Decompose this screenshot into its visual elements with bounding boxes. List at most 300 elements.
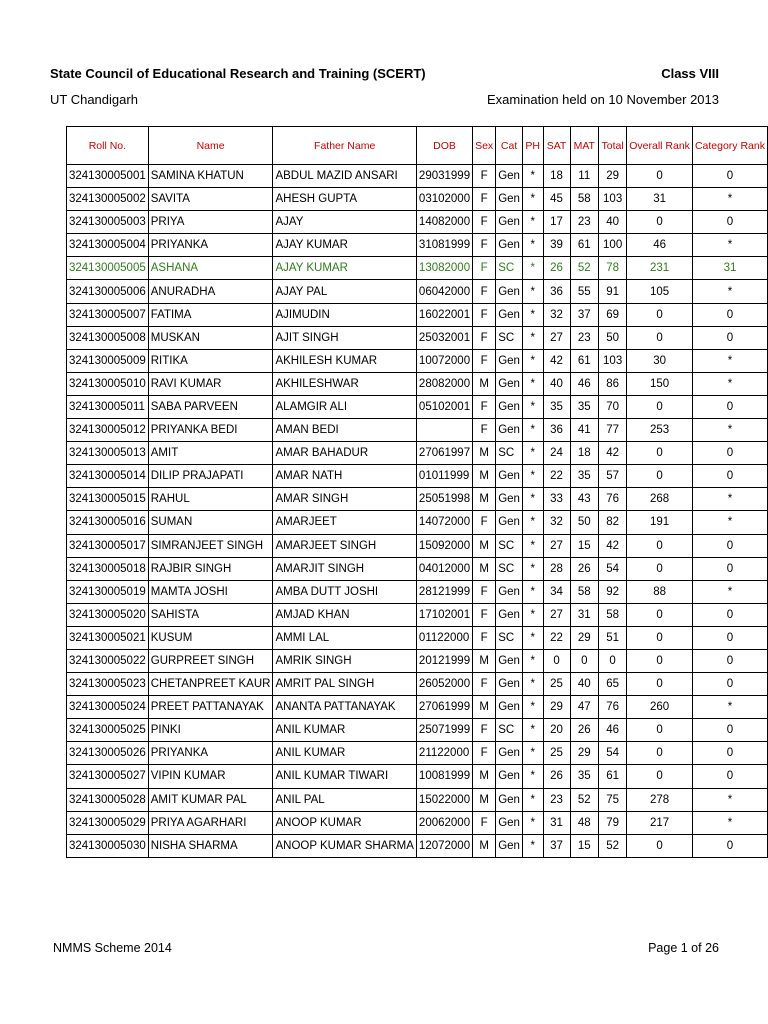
cell-overall-rank: 268 bbox=[627, 488, 693, 511]
cell-dob: 28121999 bbox=[416, 580, 472, 603]
cell-father-name: ANIL KUMAR bbox=[273, 719, 416, 742]
cell-father-name: ANANTA PATTANAYAK bbox=[273, 696, 416, 719]
cell-dob: 05102001 bbox=[416, 395, 472, 418]
cell-total: 52 bbox=[599, 834, 627, 857]
cell-total: 51 bbox=[599, 626, 627, 649]
column-header-ph: PH bbox=[522, 127, 543, 165]
cell-roll-no: 324130005019 bbox=[67, 580, 149, 603]
cell-total: 77 bbox=[599, 419, 627, 442]
cell-cat: Gen bbox=[496, 811, 523, 834]
cell-category-rank: 0 bbox=[692, 719, 767, 742]
cell-category-rank: 0 bbox=[692, 626, 767, 649]
cell-sat: 28 bbox=[543, 557, 570, 580]
cell-roll-no: 324130005030 bbox=[67, 834, 149, 857]
cell-roll-no: 324130005009 bbox=[67, 349, 149, 372]
cell-sex: F bbox=[473, 603, 496, 626]
table-row bbox=[67, 280, 768, 303]
table-row bbox=[67, 765, 768, 788]
cell-cat: Gen bbox=[496, 649, 523, 672]
cell-overall-rank: 88 bbox=[627, 580, 693, 603]
cell-cat: SC bbox=[496, 442, 523, 465]
cell-cat: Gen bbox=[496, 465, 523, 488]
document-title: State Council of Educational Research and Training (SCERT) bbox=[50, 66, 426, 81]
cell-total: 76 bbox=[599, 488, 627, 511]
cell-ph: * bbox=[522, 834, 543, 857]
cell-roll-no: 324130005025 bbox=[67, 719, 149, 742]
cell-cat: Gen bbox=[496, 188, 523, 211]
cell-sex: F bbox=[473, 349, 496, 372]
cell-sat: 37 bbox=[543, 834, 570, 857]
cell-total: 100 bbox=[599, 234, 627, 257]
cell-category-rank: * bbox=[692, 419, 767, 442]
cell-sat: 25 bbox=[543, 673, 570, 696]
cell-category-rank: 0 bbox=[692, 303, 767, 326]
cell-mat: 52 bbox=[570, 788, 598, 811]
cell-category-rank: * bbox=[692, 372, 767, 395]
cell-father-name: ALAMGIR ALI bbox=[273, 395, 416, 418]
cell-overall-rank: 0 bbox=[627, 211, 693, 234]
cell-ph: * bbox=[522, 257, 543, 280]
cell-ph: * bbox=[522, 811, 543, 834]
cell-ph: * bbox=[522, 349, 543, 372]
cell-cat: SC bbox=[496, 626, 523, 649]
cell-father-name: AMARJIT SINGH bbox=[273, 557, 416, 580]
cell-overall-rank: 0 bbox=[627, 719, 693, 742]
cell-overall-rank: 30 bbox=[627, 349, 693, 372]
cell-ph: * bbox=[522, 488, 543, 511]
cell-mat: 48 bbox=[570, 811, 598, 834]
cell-mat: 23 bbox=[570, 326, 598, 349]
column-header-mat: MAT bbox=[570, 127, 598, 165]
cell-sat: 26 bbox=[543, 765, 570, 788]
cell-mat: 35 bbox=[570, 465, 598, 488]
table-row bbox=[67, 534, 768, 557]
cell-name: MUSKAN bbox=[148, 326, 273, 349]
cell-overall-rank: 0 bbox=[627, 834, 693, 857]
cell-sex: F bbox=[473, 580, 496, 603]
cell-dob: 28082000 bbox=[416, 372, 472, 395]
cell-father-name: ANOOP KUMAR SHARMA bbox=[273, 834, 416, 857]
cell-name: RAVI KUMAR bbox=[148, 372, 273, 395]
cell-total: 76 bbox=[599, 696, 627, 719]
cell-category-rank: 0 bbox=[692, 442, 767, 465]
cell-roll-no: 324130005024 bbox=[67, 696, 149, 719]
cell-sex: M bbox=[473, 788, 496, 811]
table-row bbox=[67, 580, 768, 603]
cell-mat: 47 bbox=[570, 696, 598, 719]
column-header-father-name: Father Name bbox=[273, 127, 416, 165]
cell-cat: Gen bbox=[496, 395, 523, 418]
cell-ph: * bbox=[522, 211, 543, 234]
table-row bbox=[67, 719, 768, 742]
cell-father-name: ANIL KUMAR TIWARI bbox=[273, 765, 416, 788]
cell-name: GURPREET SINGH bbox=[148, 649, 273, 672]
cell-total: 50 bbox=[599, 326, 627, 349]
cell-name: AMIT bbox=[148, 442, 273, 465]
cell-roll-no: 324130005020 bbox=[67, 603, 149, 626]
cell-overall-rank: 0 bbox=[627, 534, 693, 557]
cell-cat: Gen bbox=[496, 696, 523, 719]
cell-category-rank: 0 bbox=[692, 465, 767, 488]
cell-category-rank: * bbox=[692, 811, 767, 834]
cell-mat: 23 bbox=[570, 211, 598, 234]
cell-sex: M bbox=[473, 534, 496, 557]
cell-overall-rank: 191 bbox=[627, 511, 693, 534]
cell-cat: Gen bbox=[496, 165, 523, 188]
cell-cat: Gen bbox=[496, 303, 523, 326]
cell-total: 54 bbox=[599, 557, 627, 580]
cell-sex: F bbox=[473, 811, 496, 834]
cell-dob: 14082000 bbox=[416, 211, 472, 234]
cell-sat: 31 bbox=[543, 811, 570, 834]
cell-sex: F bbox=[473, 188, 496, 211]
table-row bbox=[67, 257, 768, 280]
cell-overall-rank: 0 bbox=[627, 465, 693, 488]
cell-cat: SC bbox=[496, 534, 523, 557]
cell-name: ANURADHA bbox=[148, 280, 273, 303]
cell-sex: M bbox=[473, 488, 496, 511]
cell-category-rank: 0 bbox=[692, 742, 767, 765]
cell-roll-no: 324130005022 bbox=[67, 649, 149, 672]
cell-ph: * bbox=[522, 372, 543, 395]
column-header-sex: Sex bbox=[473, 127, 496, 165]
cell-overall-rank: 0 bbox=[627, 557, 693, 580]
cell-total: 86 bbox=[599, 372, 627, 395]
results-table bbox=[66, 126, 768, 858]
cell-total: 42 bbox=[599, 442, 627, 465]
cell-sat: 20 bbox=[543, 719, 570, 742]
cell-category-rank: 0 bbox=[692, 557, 767, 580]
cell-sex: M bbox=[473, 765, 496, 788]
cell-ph: * bbox=[522, 626, 543, 649]
cell-total: 69 bbox=[599, 303, 627, 326]
cell-father-name: AMBA DUTT JOSHI bbox=[273, 580, 416, 603]
cell-ph: * bbox=[522, 234, 543, 257]
cell-total: 91 bbox=[599, 280, 627, 303]
cell-name: PRIYANKA BEDI bbox=[148, 419, 273, 442]
cell-sex: M bbox=[473, 557, 496, 580]
cell-mat: 29 bbox=[570, 742, 598, 765]
cell-total: 58 bbox=[599, 603, 627, 626]
cell-mat: 31 bbox=[570, 603, 598, 626]
cell-category-rank: * bbox=[692, 788, 767, 811]
cell-sex: F bbox=[473, 511, 496, 534]
cell-sat: 32 bbox=[543, 511, 570, 534]
column-header-roll-no: Roll No. bbox=[67, 127, 149, 165]
cell-ph: * bbox=[522, 580, 543, 603]
table-row bbox=[67, 419, 768, 442]
cell-father-name: ANIL PAL bbox=[273, 788, 416, 811]
cell-cat: Gen bbox=[496, 372, 523, 395]
scheme-footer: NMMS Scheme 2014 bbox=[53, 941, 172, 955]
cell-sex: M bbox=[473, 696, 496, 719]
cell-category-rank: * bbox=[692, 488, 767, 511]
cell-ph: * bbox=[522, 557, 543, 580]
cell-name: NISHA SHARMA bbox=[148, 834, 273, 857]
column-header-category-rank: Category Rank bbox=[692, 127, 767, 165]
cell-cat: Gen bbox=[496, 742, 523, 765]
cell-name: SIMRANJEET SINGH bbox=[148, 534, 273, 557]
class-label: Class VIII bbox=[661, 66, 719, 81]
cell-ph: * bbox=[522, 673, 543, 696]
cell-sex: F bbox=[473, 234, 496, 257]
cell-name: PRIYANKA bbox=[148, 234, 273, 257]
cell-mat: 26 bbox=[570, 719, 598, 742]
table-row bbox=[67, 557, 768, 580]
cell-category-rank: * bbox=[692, 280, 767, 303]
cell-category-rank: * bbox=[692, 696, 767, 719]
cell-sex: F bbox=[473, 303, 496, 326]
cell-sat: 26 bbox=[543, 257, 570, 280]
cell-sat: 45 bbox=[543, 188, 570, 211]
cell-dob: 17102001 bbox=[416, 603, 472, 626]
cell-name: SUMAN bbox=[148, 511, 273, 534]
cell-mat: 0 bbox=[570, 649, 598, 672]
cell-total: 79 bbox=[599, 811, 627, 834]
cell-overall-rank: 0 bbox=[627, 649, 693, 672]
cell-father-name: AMAR NATH bbox=[273, 465, 416, 488]
cell-ph: * bbox=[522, 696, 543, 719]
cell-sat: 23 bbox=[543, 788, 570, 811]
cell-cat: Gen bbox=[496, 603, 523, 626]
table-body bbox=[67, 165, 768, 858]
cell-dob: 14072000 bbox=[416, 511, 472, 534]
cell-cat: SC bbox=[496, 719, 523, 742]
page-number: Page 1 of 26 bbox=[648, 941, 719, 955]
cell-name: RITIKA bbox=[148, 349, 273, 372]
cell-sex: F bbox=[473, 257, 496, 280]
cell-father-name: AJAY bbox=[273, 211, 416, 234]
cell-overall-rank: 105 bbox=[627, 280, 693, 303]
cell-ph: * bbox=[522, 788, 543, 811]
table-row bbox=[67, 742, 768, 765]
cell-dob: 12072000 bbox=[416, 834, 472, 857]
cell-father-name: ANOOP KUMAR bbox=[273, 811, 416, 834]
column-header-dob: DOB bbox=[416, 127, 472, 165]
cell-total: 75 bbox=[599, 788, 627, 811]
cell-sat: 35 bbox=[543, 395, 570, 418]
table-row bbox=[67, 603, 768, 626]
cell-father-name: AJIT SINGH bbox=[273, 326, 416, 349]
cell-sat: 42 bbox=[543, 349, 570, 372]
cell-roll-no: 324130005007 bbox=[67, 303, 149, 326]
cell-dob: 20121999 bbox=[416, 649, 472, 672]
table-row bbox=[67, 511, 768, 534]
cell-sex: F bbox=[473, 395, 496, 418]
cell-overall-rank: 0 bbox=[627, 165, 693, 188]
cell-father-name: AKHILESHWAR bbox=[273, 372, 416, 395]
cell-overall-rank: 253 bbox=[627, 419, 693, 442]
cell-cat: Gen bbox=[496, 280, 523, 303]
cell-cat: SC bbox=[496, 557, 523, 580]
cell-dob: 27061999 bbox=[416, 696, 472, 719]
cell-sex: F bbox=[473, 211, 496, 234]
cell-sex: M bbox=[473, 442, 496, 465]
cell-roll-no: 324130005026 bbox=[67, 742, 149, 765]
cell-ph: * bbox=[522, 188, 543, 211]
cell-name: CHETANPREET KAUR bbox=[148, 673, 273, 696]
cell-overall-rank: 0 bbox=[627, 603, 693, 626]
cell-total: 92 bbox=[599, 580, 627, 603]
table-row bbox=[67, 372, 768, 395]
cell-mat: 61 bbox=[570, 234, 598, 257]
cell-category-rank: * bbox=[692, 349, 767, 372]
cell-overall-rank: 0 bbox=[627, 326, 693, 349]
exam-date-label: Examination held on 10 November 2013 bbox=[487, 92, 719, 107]
cell-name: RAJBIR SINGH bbox=[148, 557, 273, 580]
table-row bbox=[67, 303, 768, 326]
cell-sex: F bbox=[473, 719, 496, 742]
cell-dob: 13082000 bbox=[416, 257, 472, 280]
cell-roll-no: 324130005011 bbox=[67, 395, 149, 418]
cell-dob: 25051998 bbox=[416, 488, 472, 511]
cell-roll-no: 324130005012 bbox=[67, 419, 149, 442]
cell-name: RAHUL bbox=[148, 488, 273, 511]
cell-name: SAMINA KHATUN bbox=[148, 165, 273, 188]
cell-dob: 25032001 bbox=[416, 326, 472, 349]
cell-name: PRIYA bbox=[148, 211, 273, 234]
cell-roll-no: 324130005021 bbox=[67, 626, 149, 649]
cell-dob bbox=[416, 419, 472, 442]
cell-cat: SC bbox=[496, 257, 523, 280]
cell-roll-no: 324130005017 bbox=[67, 534, 149, 557]
cell-father-name: AMJAD KHAN bbox=[273, 603, 416, 626]
cell-total: 70 bbox=[599, 395, 627, 418]
cell-total: 82 bbox=[599, 511, 627, 534]
cell-sat: 32 bbox=[543, 303, 570, 326]
table-row bbox=[67, 788, 768, 811]
cell-total: 42 bbox=[599, 534, 627, 557]
cell-overall-rank: 0 bbox=[627, 626, 693, 649]
cell-roll-no: 324130005013 bbox=[67, 442, 149, 465]
cell-cat: SC bbox=[496, 326, 523, 349]
cell-category-rank: 0 bbox=[692, 673, 767, 696]
cell-sat: 34 bbox=[543, 580, 570, 603]
cell-overall-rank: 0 bbox=[627, 303, 693, 326]
cell-ph: * bbox=[522, 165, 543, 188]
cell-ph: * bbox=[522, 719, 543, 742]
cell-sat: 39 bbox=[543, 234, 570, 257]
cell-overall-rank: 0 bbox=[627, 742, 693, 765]
cell-mat: 50 bbox=[570, 511, 598, 534]
table-row bbox=[67, 811, 768, 834]
cell-mat: 52 bbox=[570, 257, 598, 280]
cell-father-name: AMAN BEDI bbox=[273, 419, 416, 442]
cell-sat: 27 bbox=[543, 534, 570, 557]
cell-mat: 37 bbox=[570, 303, 598, 326]
cell-dob: 31081999 bbox=[416, 234, 472, 257]
cell-father-name: AKHILESH KUMAR bbox=[273, 349, 416, 372]
table-row bbox=[67, 234, 768, 257]
cell-mat: 55 bbox=[570, 280, 598, 303]
cell-sat: 17 bbox=[543, 211, 570, 234]
cell-father-name: AMAR SINGH bbox=[273, 488, 416, 511]
cell-sat: 25 bbox=[543, 742, 570, 765]
cell-name: MAMTA JOSHI bbox=[148, 580, 273, 603]
cell-name: FATIMA bbox=[148, 303, 273, 326]
cell-overall-rank: 278 bbox=[627, 788, 693, 811]
cell-father-name: ANIL KUMAR bbox=[273, 742, 416, 765]
cell-father-name: AJIMUDIN bbox=[273, 303, 416, 326]
cell-name: VIPIN KUMAR bbox=[148, 765, 273, 788]
cell-cat: Gen bbox=[496, 349, 523, 372]
cell-overall-rank: 231 bbox=[627, 257, 693, 280]
cell-name: PREET PATTANAYAK bbox=[148, 696, 273, 719]
cell-sat: 22 bbox=[543, 465, 570, 488]
table-row bbox=[67, 626, 768, 649]
cell-total: 46 bbox=[599, 719, 627, 742]
cell-category-rank: * bbox=[692, 234, 767, 257]
cell-roll-no: 324130005018 bbox=[67, 557, 149, 580]
column-header-overall-rank: Overall Rank bbox=[627, 127, 693, 165]
column-header-cat: Cat bbox=[496, 127, 523, 165]
cell-dob: 21122000 bbox=[416, 742, 472, 765]
cell-category-rank: * bbox=[692, 511, 767, 534]
cell-mat: 61 bbox=[570, 349, 598, 372]
cell-dob: 16022001 bbox=[416, 303, 472, 326]
cell-roll-no: 324130005029 bbox=[67, 811, 149, 834]
column-header-sat: SAT bbox=[543, 127, 570, 165]
table-row bbox=[67, 395, 768, 418]
cell-dob: 15022000 bbox=[416, 788, 472, 811]
cell-cat: Gen bbox=[496, 234, 523, 257]
cell-sex: F bbox=[473, 165, 496, 188]
cell-category-rank: 0 bbox=[692, 534, 767, 557]
cell-sex: M bbox=[473, 834, 496, 857]
cell-ph: * bbox=[522, 511, 543, 534]
cell-name: KUSUM bbox=[148, 626, 273, 649]
cell-sex: F bbox=[473, 626, 496, 649]
cell-roll-no: 324130005015 bbox=[67, 488, 149, 511]
cell-total: 103 bbox=[599, 188, 627, 211]
cell-dob: 27061997 bbox=[416, 442, 472, 465]
cell-name: SAHISTA bbox=[148, 603, 273, 626]
cell-total: 103 bbox=[599, 349, 627, 372]
cell-father-name: AHESH GUPTA bbox=[273, 188, 416, 211]
cell-mat: 35 bbox=[570, 395, 598, 418]
cell-total: 78 bbox=[599, 257, 627, 280]
cell-roll-no: 324130005014 bbox=[67, 465, 149, 488]
cell-dob: 29031999 bbox=[416, 165, 472, 188]
cell-name: ASHANA bbox=[148, 257, 273, 280]
cell-dob: 01122000 bbox=[416, 626, 472, 649]
cell-sex: F bbox=[473, 673, 496, 696]
cell-overall-rank: 0 bbox=[627, 395, 693, 418]
cell-overall-rank: 46 bbox=[627, 234, 693, 257]
cell-roll-no: 324130005028 bbox=[67, 788, 149, 811]
table-row bbox=[67, 349, 768, 372]
cell-sat: 36 bbox=[543, 280, 570, 303]
cell-category-rank: 0 bbox=[692, 603, 767, 626]
cell-mat: 26 bbox=[570, 557, 598, 580]
cell-dob: 01011999 bbox=[416, 465, 472, 488]
cell-roll-no: 324130005004 bbox=[67, 234, 149, 257]
cell-mat: 40 bbox=[570, 673, 598, 696]
cell-cat: Gen bbox=[496, 788, 523, 811]
cell-overall-rank: 0 bbox=[627, 442, 693, 465]
cell-total: 61 bbox=[599, 765, 627, 788]
cell-name: AMIT KUMAR PAL bbox=[148, 788, 273, 811]
cell-sat: 22 bbox=[543, 626, 570, 649]
cell-dob: 04012000 bbox=[416, 557, 472, 580]
cell-father-name: AMMI LAL bbox=[273, 626, 416, 649]
cell-father-name: AMRIK SINGH bbox=[273, 649, 416, 672]
cell-father-name: AJAY KUMAR bbox=[273, 257, 416, 280]
region-label: UT Chandigarh bbox=[50, 92, 138, 107]
cell-sat: 29 bbox=[543, 696, 570, 719]
cell-category-rank: * bbox=[692, 188, 767, 211]
cell-category-rank: 0 bbox=[692, 326, 767, 349]
